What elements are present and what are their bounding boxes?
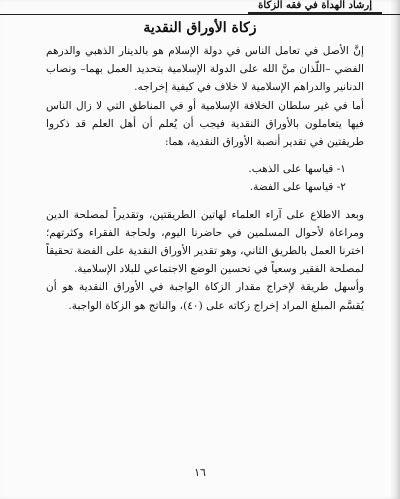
paragraph-4: وأسهل طريقة لإخراج مقدار الزكاة الواجبة في الأوراق النقدية هو أن يُقسَّم المبلغ المراد إخراج زكاته على (٤٠)، والناتج هو الزكاة الواجبة. bbox=[46, 281, 364, 312]
paragraph-3: وبعد الاطلاع على آراء العلماء لهاتين الطريقتين، وتقديراً لمصلحة الدين ومراعاة لأحوال المسلمين في حاضرنا اليوم، ولحاجة الفقراء وكثرتهم؛ اخترنا العمل بالطريق الثاني، وهو تقدير الأوراق النقدية على الفضة تحقيقاً لمصلحة الفقير وسعياً في تحسين الوضع الاجتماعي للبلاد الإسلامية. bbox=[46, 208, 364, 276]
spacer bbox=[46, 197, 364, 206]
list-item-1: ١- قياسها على الذهب. bbox=[248, 163, 346, 176]
page-edge-shadow bbox=[390, 0, 400, 499]
body-text bbox=[46, 42, 364, 315]
list-item-2: ٢- قياسها على الفضة. bbox=[249, 181, 346, 194]
spacer bbox=[46, 151, 364, 160]
running-header bbox=[0, 0, 400, 15]
paragraph-2: أما في غير سلطان الخلافة الإسلامية أو في المناطق التي لا زال الناس فيها يتعاملون بالأوراق النقدية فيجب أن يُعلم أن أهل العلم قد ذكروا طريقتين في تقدير أنصبة الأوراق النقدية، هما: bbox=[46, 99, 364, 149]
paragraph-1: إنَّ الأصل في تعامل الناس في دولة الإسلام هو بالدينار الذهبي والدرهم الفضي –اللّذان منَّ الله على الدولة الإسلامية بتحديد العمل بهما– ونصاب الدنانير والدراهم الإسلامية لا خلاف في كيفية إخراجه. bbox=[46, 45, 364, 94]
book-title: إرشاد الهداة في فقه الزكاة bbox=[248, 0, 382, 15]
section-title: زكاة الأوراق النقدية bbox=[143, 20, 257, 36]
page-number: ١٦ bbox=[194, 466, 206, 479]
